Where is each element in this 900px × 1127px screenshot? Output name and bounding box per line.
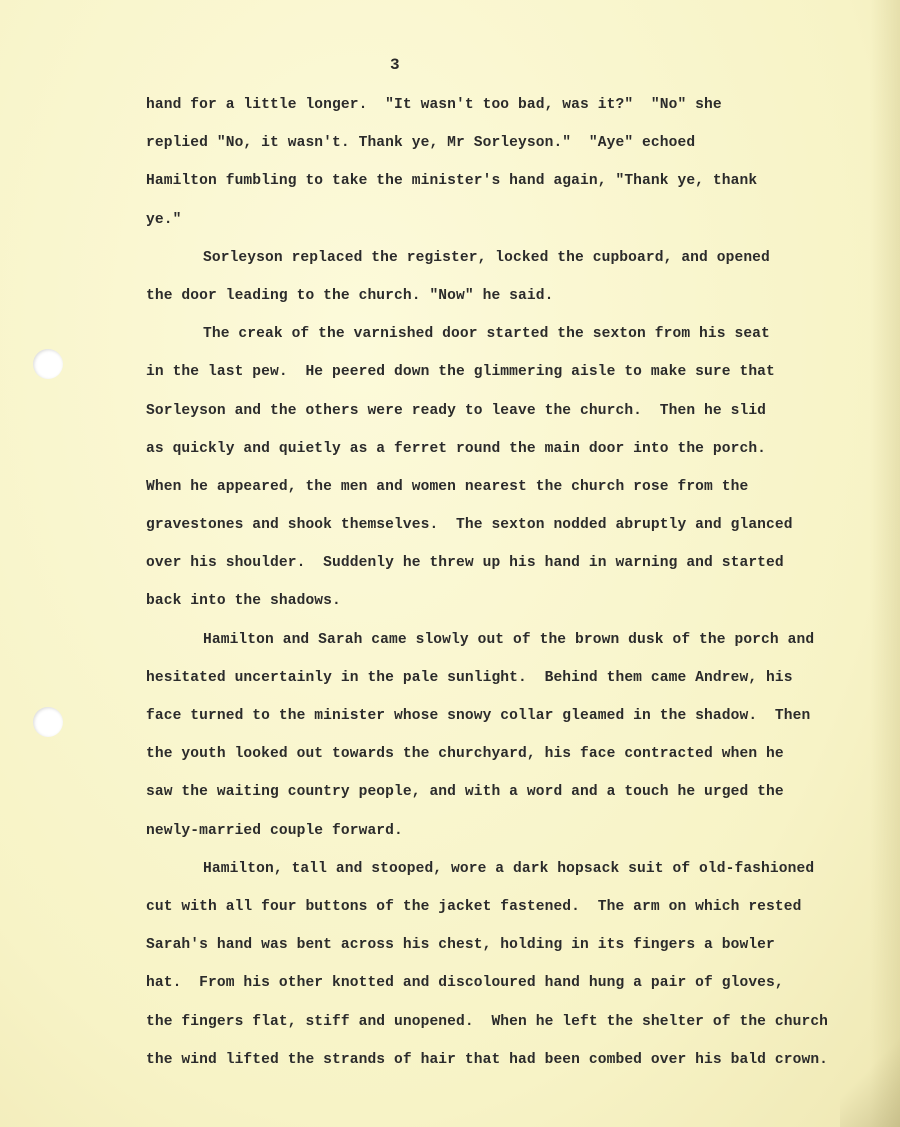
text-line: saw the waiting country people, and with a word and a touch he urged the [146, 784, 784, 801]
text-line: hat. From his other knotted and discoloured hand hung a pair of gloves, [146, 975, 784, 992]
punch-hole-top [33, 349, 63, 379]
text-line: replied "No, it wasn't. Thank ye, Mr Sorleyson." "Aye" echoed [146, 135, 696, 152]
text-line: over his shoulder. Suddenly he threw up his hand in warning and started [146, 555, 784, 572]
text-line: the youth looked out towards the churchyard, his face contracted when he [146, 746, 784, 763]
text-line: Sorleyson and the others were ready to leave the church. Then he slid [146, 402, 767, 419]
text-line: The creak of the varnished door started the sexton from his seat [203, 326, 770, 343]
text-line: Sorleyson replaced the register, locked the cupboard, and opened [203, 249, 770, 266]
text-line: cut with all four buttons of the jacket fastened. The arm on which rested [146, 898, 802, 915]
text-line: Hamilton fumbling to take the minister's hand again, "Thank ye, thank [146, 173, 758, 190]
text-line: hesitated uncertainly in the pale sunlight. Behind them came Andrew, his [146, 669, 793, 686]
punch-hole-bottom [33, 707, 63, 737]
text-line: face turned to the minister whose snowy collar gleamed in the shadow. Then [146, 708, 811, 724]
text-line: hand for a little longer. "It wasn't too bad, was it?" "No" she [146, 97, 722, 113]
text-line: back into the shadows. [146, 593, 341, 610]
text-line: ye." [146, 211, 182, 228]
text-line: gravestones and shook themselves. The sexton nodded abruptly and glanced [146, 517, 793, 534]
text-line: Hamilton and Sarah came slowly out of the brown dusk of the porch and [203, 631, 815, 648]
text-line: the door leading to the church. "Now" he said. [146, 287, 554, 304]
page-number: 3 [390, 56, 400, 74]
text-line: newly-married couple forward. [146, 822, 403, 839]
text-line: the wind lifted the strands of hair that had been combed over his bald crown. [146, 1051, 829, 1068]
text-line: the fingers flat, stiff and unopened. When he left the shelter of the church [146, 1013, 829, 1030]
body-text [146, 93, 886, 1086]
text-line: When he appeared, the men and women nearest the church rose from the [146, 478, 749, 495]
text-line: in the last pew. He peered down the glimmering aisle to make sure that [146, 364, 775, 381]
text-line: as quickly and quietly as a ferret round the main door into the porch. [146, 440, 767, 457]
text-line: Sarah's hand was bent across his chest, holding in its fingers a bowler [146, 937, 775, 954]
text-line: Hamilton, tall and stooped, wore a dark hopsack suit of old-fashioned [203, 860, 815, 877]
